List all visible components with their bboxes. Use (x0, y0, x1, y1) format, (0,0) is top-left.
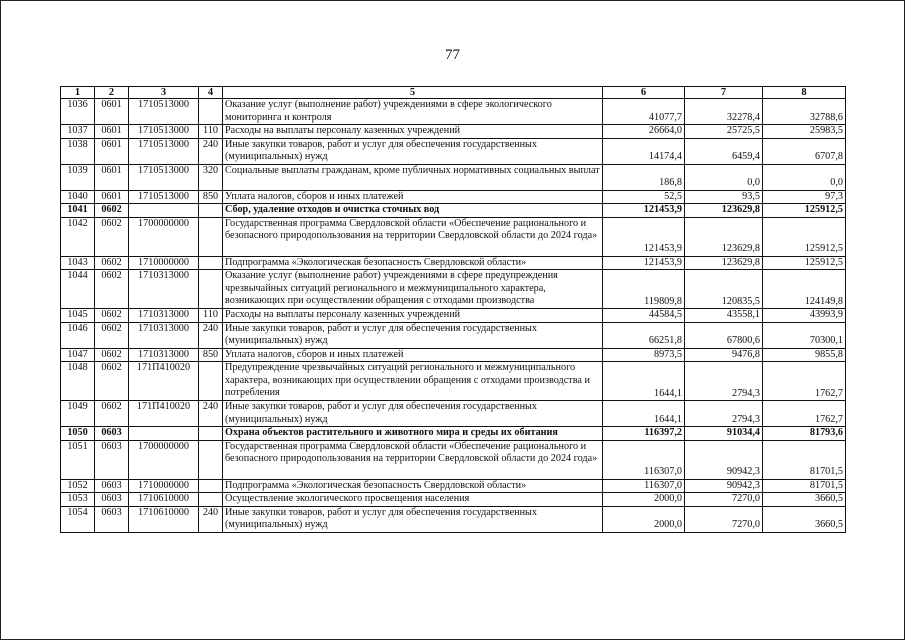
expense-type-cell (199, 440, 223, 479)
section-code-cell: 0602 (95, 217, 129, 256)
target-article-cell: 1710610000 (129, 506, 199, 532)
table-row (61, 204, 846, 218)
value-col8-cell: 32788,6 (763, 99, 846, 125)
value-col8-cell: 81701,5 (763, 479, 846, 493)
expense-type-cell: 240 (199, 506, 223, 532)
header-cell: 8 (763, 87, 846, 99)
table-row (61, 217, 846, 256)
section-code-cell: 0603 (95, 506, 129, 532)
value-col8-cell: 9855,8 (763, 348, 846, 362)
row-number-cell: 1041 (61, 204, 95, 218)
expense-type-cell (199, 479, 223, 493)
expense-type-cell: 240 (199, 401, 223, 427)
value-col8-cell: 70300,1 (763, 322, 846, 348)
section-code-cell: 0602 (95, 256, 129, 270)
target-article-cell (129, 204, 199, 218)
value-col6-cell: 2000,0 (603, 493, 685, 507)
budget-table (60, 86, 846, 533)
target-article-cell: 1710513000 (129, 125, 199, 139)
table-row (61, 190, 846, 204)
value-col8-cell: 125912,5 (763, 217, 846, 256)
section-code-cell: 0602 (95, 204, 129, 218)
row-number-cell: 1043 (61, 256, 95, 270)
expense-type-cell: 110 (199, 309, 223, 323)
row-number-cell: 1037 (61, 125, 95, 139)
target-article-cell: 171П410020 (129, 362, 199, 401)
value-col8-cell: 1762,7 (763, 362, 846, 401)
header-cell: 4 (199, 87, 223, 99)
target-article-cell: 1710000000 (129, 479, 199, 493)
expense-type-cell: 240 (199, 322, 223, 348)
value-col8-cell: 0,0 (763, 164, 846, 190)
expense-type-cell: 850 (199, 348, 223, 362)
target-article-cell: 1700000000 (129, 440, 199, 479)
table-row (61, 322, 846, 348)
section-code-cell: 0601 (95, 190, 129, 204)
table-row (61, 309, 846, 323)
value-col8-cell: 124149,8 (763, 270, 846, 309)
value-col7-cell: 123629,8 (685, 204, 763, 218)
value-col6-cell: 121453,9 (603, 204, 685, 218)
value-col7-cell: 32278,4 (685, 99, 763, 125)
header-cell: 5 (223, 87, 603, 99)
value-col7-cell: 6459,4 (685, 138, 763, 164)
section-code-cell: 0602 (95, 362, 129, 401)
value-col6-cell: 119809,8 (603, 270, 685, 309)
table-row (61, 125, 846, 139)
value-col8-cell: 43993,9 (763, 309, 846, 323)
item-name-cell: Уплата налогов, сборов и иных платежей (223, 190, 603, 204)
value-col6-cell: 116307,0 (603, 479, 685, 493)
table-row (61, 506, 846, 532)
value-col7-cell: 2794,3 (685, 362, 763, 401)
header-row (61, 87, 846, 99)
item-name-cell: Иные закупки товаров, работ и услуг для обеспечения государственных (муниципальных) нужд (223, 506, 603, 532)
value-col6-cell: 2000,0 (603, 506, 685, 532)
value-col8-cell: 1762,7 (763, 401, 846, 427)
header-cell: 1 (61, 87, 95, 99)
item-name-cell: Расходы на выплаты персоналу казенных учреждений (223, 309, 603, 323)
value-col6-cell: 116307,0 (603, 440, 685, 479)
value-col8-cell: 6707,8 (763, 138, 846, 164)
table-row (61, 479, 846, 493)
item-name-cell: Иные закупки товаров, работ и услуг для обеспечения государственных (муниципальных) нужд (223, 138, 603, 164)
section-code-cell: 0602 (95, 348, 129, 362)
expense-type-cell: 850 (199, 190, 223, 204)
value-col6-cell: 121453,9 (603, 256, 685, 270)
table-row (61, 401, 846, 427)
header-cell: 3 (129, 87, 199, 99)
value-col8-cell: 125912,5 (763, 204, 846, 218)
section-code-cell: 0601 (95, 125, 129, 139)
item-name-cell: Расходы на выплаты персоналу казенных учреждений (223, 125, 603, 139)
value-col7-cell: 123629,8 (685, 256, 763, 270)
row-number-cell: 1045 (61, 309, 95, 323)
value-col8-cell: 81793,6 (763, 427, 846, 441)
table-row (61, 270, 846, 309)
value-col8-cell: 97,3 (763, 190, 846, 204)
item-name-cell: Иные закупки товаров, работ и услуг для обеспечения государственных (муниципальных) нужд (223, 401, 603, 427)
value-col7-cell: 0,0 (685, 164, 763, 190)
value-col6-cell: 14174,4 (603, 138, 685, 164)
row-number-cell: 1038 (61, 138, 95, 164)
item-name-cell: Оказание услуг (выполнение работ) учреждениями в сфере предупреждения чрезвычайных ситуаций регионального и межмуниципального характера, возникающих при осуществлении обращения с отходами производства (223, 270, 603, 309)
table-row (61, 99, 846, 125)
section-code-cell: 0601 (95, 138, 129, 164)
section-code-cell: 0602 (95, 270, 129, 309)
value-col8-cell: 3660,5 (763, 506, 846, 532)
row-number-cell: 1044 (61, 270, 95, 309)
value-col6-cell: 116397,2 (603, 427, 685, 441)
section-code-cell: 0603 (95, 493, 129, 507)
section-code-cell: 0603 (95, 479, 129, 493)
expense-type-cell (199, 493, 223, 507)
section-code-cell: 0602 (95, 401, 129, 427)
section-code-cell: 0602 (95, 309, 129, 323)
target-article-cell: 1710313000 (129, 270, 199, 309)
section-code-cell: 0602 (95, 322, 129, 348)
value-col6-cell: 1644,1 (603, 362, 685, 401)
expense-type-cell: 110 (199, 125, 223, 139)
row-number-cell: 1039 (61, 164, 95, 190)
value-col7-cell: 90942,3 (685, 440, 763, 479)
value-col6-cell: 52,5 (603, 190, 685, 204)
expense-type-cell: 240 (199, 138, 223, 164)
expense-type-cell (199, 99, 223, 125)
value-col7-cell: 67800,6 (685, 322, 763, 348)
expense-type-cell (199, 362, 223, 401)
value-col8-cell: 81701,5 (763, 440, 846, 479)
section-code-cell: 0603 (95, 427, 129, 441)
row-number-cell: 1054 (61, 506, 95, 532)
item-name-cell: Осуществление экологического просвещения населения (223, 493, 603, 507)
target-article-cell: 1710313000 (129, 348, 199, 362)
item-name-cell: Иные закупки товаров, работ и услуг для обеспечения государственных (муниципальных) нужд (223, 322, 603, 348)
table-row (61, 427, 846, 441)
header-cell: 2 (95, 87, 129, 99)
value-col6-cell: 8973,5 (603, 348, 685, 362)
item-name-cell: Охрана объектов растительного и животного мира и среды их обитания (223, 427, 603, 441)
value-col7-cell: 7270,0 (685, 506, 763, 532)
section-code-cell: 0601 (95, 99, 129, 125)
expense-type-cell (199, 270, 223, 309)
row-number-cell: 1049 (61, 401, 95, 427)
row-number-cell: 1048 (61, 362, 95, 401)
header-cell: 6 (603, 87, 685, 99)
header-cell: 7 (685, 87, 763, 99)
value-col8-cell: 25983,5 (763, 125, 846, 139)
target-article-cell: 1710313000 (129, 322, 199, 348)
item-name-cell: Государственная программа Свердловской области «Обеспечение рационального и безопасного природопользования на территории Свердловской области до 2024 года» (223, 440, 603, 479)
target-article-cell: 1710610000 (129, 493, 199, 507)
target-article-cell (129, 427, 199, 441)
value-col8-cell: 125912,5 (763, 256, 846, 270)
value-col6-cell: 121453,9 (603, 217, 685, 256)
item-name-cell: Государственная программа Свердловской области «Обеспечение рационального и безопасного природопользования на территории Свердловской области до 2024 года» (223, 217, 603, 256)
row-number-cell: 1042 (61, 217, 95, 256)
item-name-cell: Сбор, удаление отходов и очистка сточных вод (223, 204, 603, 218)
value-col6-cell: 26664,0 (603, 125, 685, 139)
table-row (61, 138, 846, 164)
target-article-cell: 1710513000 (129, 190, 199, 204)
page-number: 77 (445, 47, 460, 63)
row-number-cell: 1040 (61, 190, 95, 204)
expense-type-cell (199, 256, 223, 270)
target-article-cell: 1700000000 (129, 217, 199, 256)
section-code-cell: 0603 (95, 440, 129, 479)
row-number-cell: 1052 (61, 479, 95, 493)
value-col7-cell: 9476,8 (685, 348, 763, 362)
value-col6-cell: 186,8 (603, 164, 685, 190)
item-name-cell: Подпрограмма «Экологическая безопасность Свердловской области» (223, 256, 603, 270)
item-name-cell: Предупреждение чрезвычайных ситуаций регионального и межмуниципального характера, возникающих при осуществлении обращения с отходами производства и потребления (223, 362, 603, 401)
value-col7-cell: 7270,0 (685, 493, 763, 507)
section-code-cell: 0601 (95, 164, 129, 190)
table-row (61, 348, 846, 362)
value-col7-cell: 2794,3 (685, 401, 763, 427)
row-number-cell: 1050 (61, 427, 95, 441)
item-name-cell: Подпрограмма «Экологическая безопасность Свердловской области» (223, 479, 603, 493)
value-col6-cell: 41077,7 (603, 99, 685, 125)
table-row (61, 362, 846, 401)
expense-type-cell: 320 (199, 164, 223, 190)
table-row (61, 164, 846, 190)
value-col6-cell: 44584,5 (603, 309, 685, 323)
target-article-cell: 1710513000 (129, 99, 199, 125)
row-number-cell: 1051 (61, 440, 95, 479)
table-row (61, 440, 846, 479)
target-article-cell: 1710513000 (129, 138, 199, 164)
target-article-cell: 1710000000 (129, 256, 199, 270)
value-col7-cell: 90942,3 (685, 479, 763, 493)
value-col6-cell: 1644,1 (603, 401, 685, 427)
item-name-cell: Социальные выплаты гражданам, кроме публичных нормативных социальных выплат (223, 164, 603, 190)
expense-type-cell (199, 427, 223, 441)
item-name-cell: Уплата налогов, сборов и иных платежей (223, 348, 603, 362)
target-article-cell: 1710513000 (129, 164, 199, 190)
expense-type-cell (199, 217, 223, 256)
row-number-cell: 1053 (61, 493, 95, 507)
value-col7-cell: 93,5 (685, 190, 763, 204)
value-col7-cell: 43558,1 (685, 309, 763, 323)
row-number-cell: 1046 (61, 322, 95, 348)
value-col7-cell: 25725,5 (685, 125, 763, 139)
table-row (61, 256, 846, 270)
value-col7-cell: 120835,5 (685, 270, 763, 309)
target-article-cell: 1710313000 (129, 309, 199, 323)
value-col8-cell: 3660,5 (763, 493, 846, 507)
table-row (61, 493, 846, 507)
expense-type-cell (199, 204, 223, 218)
target-article-cell: 171П410020 (129, 401, 199, 427)
row-number-cell: 1036 (61, 99, 95, 125)
row-number-cell: 1047 (61, 348, 95, 362)
item-name-cell: Оказание услуг (выполнение работ) учреждениями в сфере экологического мониторинга и контроля (223, 99, 603, 125)
value-col6-cell: 66251,8 (603, 322, 685, 348)
value-col7-cell: 91034,4 (685, 427, 763, 441)
value-col7-cell: 123629,8 (685, 217, 763, 256)
